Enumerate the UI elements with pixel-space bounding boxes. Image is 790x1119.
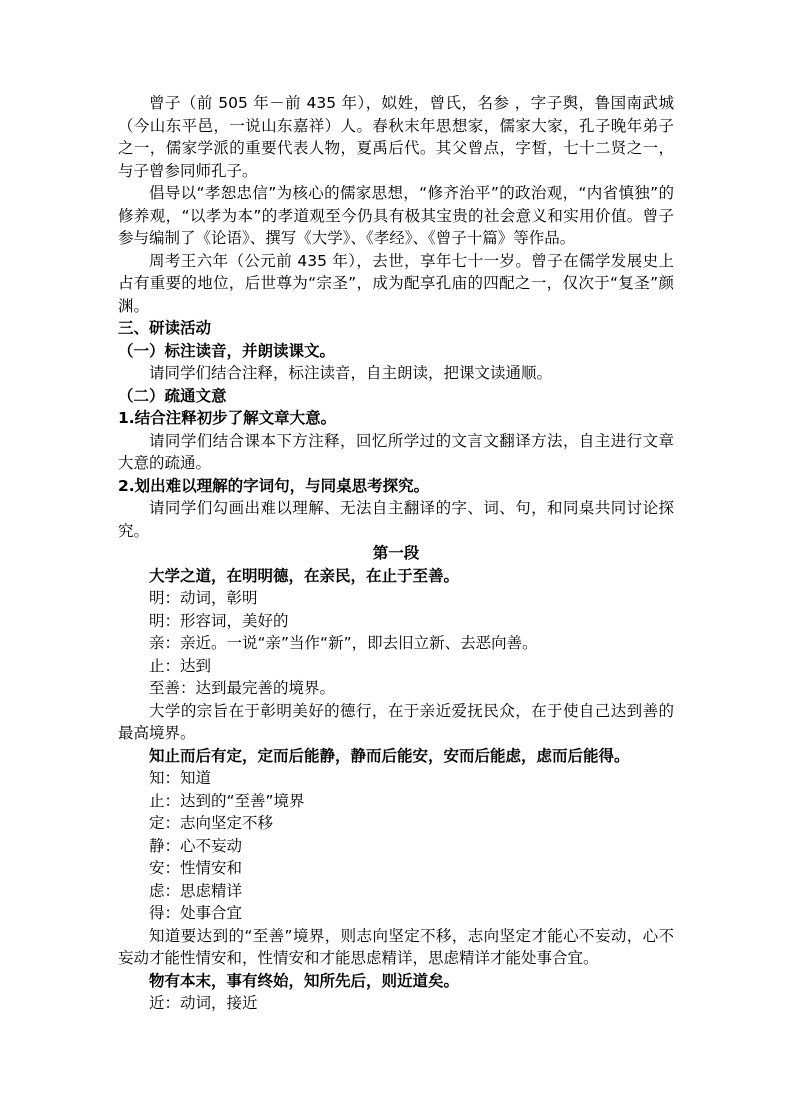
- note-line: 静：心不妄动: [149, 836, 243, 855]
- section-heading: 三、研读活动: [118, 319, 212, 337]
- subsection-heading-2: （二）疏通文意: [118, 386, 227, 405]
- note-line: 止：达到: [149, 656, 212, 675]
- intro-paragraph-1: 曾子（前 505 年－前 435 年），姒姓，曾氏，名参 ，字子舆，鲁国南武城（今山东平邑，一说山东嘉祥）人。春秋末年思想家，儒家大家，孔子晚年弟子之一，儒家学派的重要代表人物，夏禹后代。其父曾点，字皙，七十二贤之一，与子曾参同师孔子。: [118, 94, 674, 180]
- intro-paragraph-3: 周考王六年（公元前 435 年），去世，享年七十一岁。曾子在儒学发展史上占有重要的地位，后世尊为“宗圣”，成为配享孔庙的四配之一，仅次于“复圣”颜渊。: [118, 251, 674, 315]
- item-heading-2: 2.划出难以理解的字词句，与同桌思考探究。: [118, 476, 430, 495]
- classic-sentence-1: 大学之道，在明明德，在亲民，在止于至善。: [149, 566, 460, 585]
- note-line: 至善：达到最完善的境界。: [149, 679, 336, 697]
- note-line: 亲：亲近。一说“亲”当作“新”，即去旧立新、去恶向善。: [149, 634, 538, 652]
- item-text-2: 请同学们勾画出难以理解、无法自主翻译的字、词、句，和同桌共同讨论探究。: [118, 499, 674, 540]
- note-line: 定：志向坚定不移: [149, 814, 274, 832]
- note-line: 虑：思虑精详: [149, 881, 243, 900]
- classic-sentence-3: 物有本末，事有终始，知所先后，则近道矣。: [149, 971, 460, 990]
- classic-sentence-2: 知止而后有定，定而后能静，静而后能安，安而后能虑，虑而后能得。: [149, 746, 630, 765]
- intro-paragraph-2: 倡导以“孝恕忠信”为核心的儒家思想，“修齐治平”的政治观，“内省慎独”的修养观，“以孝为本”的孝道观至今仍具有极其宝贵的社会意义和实用价值。曾子参与编制了《论语》、撰写《大学》、《孝经》、《曾子十篇》等作品。: [118, 184, 674, 247]
- document-body: [118, 92, 674, 1015]
- translation-1: 大学的宗旨在于彰明美好的德行，在于亲近爱抚民众，在于使自己达到善的最高境界。: [118, 701, 674, 742]
- note-line: 知：知道: [149, 769, 212, 787]
- paragraph-title: 第一段: [372, 544, 420, 562]
- note-line: 明：动词，彰明: [149, 589, 258, 607]
- translation-2: 知道要达到的“至善”境界，则志向坚定不移，志向坚定才能心不妄动，心不妄动才能性情安和，性情安和才能思虑精详，思虑精详才能处事合宜。: [118, 926, 674, 967]
- note-line: 安：性情安和: [149, 859, 243, 877]
- note-line: 明：形容词，美好的: [149, 611, 289, 630]
- subsection-heading-1: （一）标注读音，并朗读课文。: [118, 341, 336, 360]
- item-text-1: 请同学们结合课本下方注释，回忆所学过的文言文翻译方法，自主进行文章大意的疏通。: [118, 431, 674, 472]
- note-line: 得：处事合宜: [149, 904, 243, 922]
- note-line: 近：动词，接近: [149, 994, 258, 1012]
- subsection-text-1: 请同学们结合注释，标注读音，自主朗读，把课文读通顺。: [149, 364, 553, 382]
- note-line: 止：达到的“至善”境界: [149, 791, 305, 810]
- item-heading-1: 1.结合注释初步了解文章大意。: [118, 409, 337, 427]
